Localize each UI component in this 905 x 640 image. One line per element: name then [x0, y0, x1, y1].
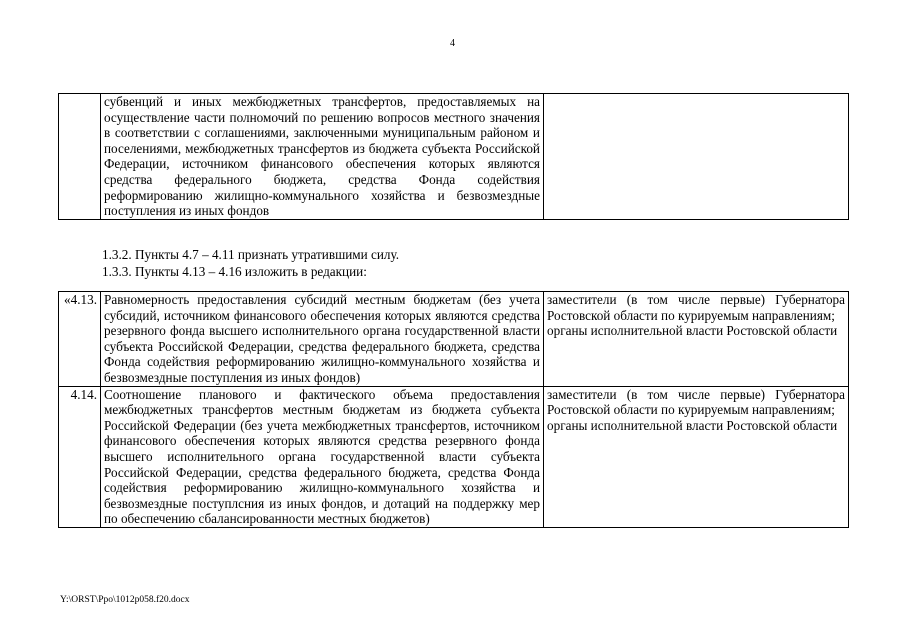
table-row	[59, 386, 849, 527]
responsible-cell	[544, 94, 849, 220]
indicator-text: Соотношение планового и фактического объема предоставления межбюджетных трансфертов местным бюджетам из бюджета субъекта Российской Федерации (без учета межбюджетных трансфертов, источником финансового обеспечения которых являются средства резервного фонда высшего исполнительного органа государственной власти субъекта Российской Федерации, средства федерального бюджета, средства Фонда содействия реформированию жилищно-коммунального хозяйства и безвозмездные поступлсния из иных фондов, и дотаций на поддержку мер по обеспечению сбалансированности местных бюджетов)	[101, 386, 544, 527]
responsible-authorities: органы исполнительной власти Ростовской области	[547, 417, 838, 433]
table-row	[59, 292, 849, 387]
paragraph-1-3-2: 1.3.2. Пункты 4.7 – 4.11 признать утратившими силу.	[102, 247, 400, 262]
row-number: 4.14.	[59, 386, 101, 527]
paragraph-1-3-3: 1.3.3. Пункты 4.13 – 4.16 изложить в редакции:	[102, 264, 367, 279]
indicator-text: субвенций и иных межбюджетных трансфертов, предоставляемых на осуществление части полномочий по решению вопросов местного значения в соответствии с соглашениями, заключенными муниципальным районом и поселениями, межбюджетных трансфертов из бюджета субъекта Российской Федерации, источником финансового обеспечения которых являются средства федерального бюджета, средства Фонда содействия реформированию жилищно-коммунального хозяйства и безвозмездные поступления из иных фондов	[101, 94, 544, 220]
table-row	[59, 94, 849, 220]
responsible-authorities: органы исполнительной власти Ростовской области	[547, 323, 838, 339]
responsible-deputies: заместители (в том числе первые) Губернатора Ростовской области по курируемым направлениям;	[547, 386, 845, 418]
continuation-table	[58, 93, 849, 220]
row-number: «4.13.	[59, 292, 101, 387]
indicator-text: Равномерность предоставления субсидий местным бюджетам (без учета субсидий, источником финансового обеспечения которых являются средства резервного фонда высшего исполнительного органа государственной власти субъекта Российской Федерации, средства федерального бюджета, средства Фонда содействия реформированию жилищно-коммунального хозяйства и безвозмездные поступления из иных фондов)	[101, 292, 544, 387]
responsible-cell	[544, 292, 849, 387]
responsible-deputies: заместители (в том числе первые) Губернатора Ростовской области по курируемым направлениям;	[547, 292, 845, 323]
responsible-cell	[544, 386, 849, 527]
row-number	[59, 94, 101, 220]
indicators-table	[58, 291, 849, 528]
page-number: 4	[450, 38, 455, 49]
file-path-footer: Y:\ORST\Ppo\1012p058.f20.docx	[60, 595, 190, 605]
